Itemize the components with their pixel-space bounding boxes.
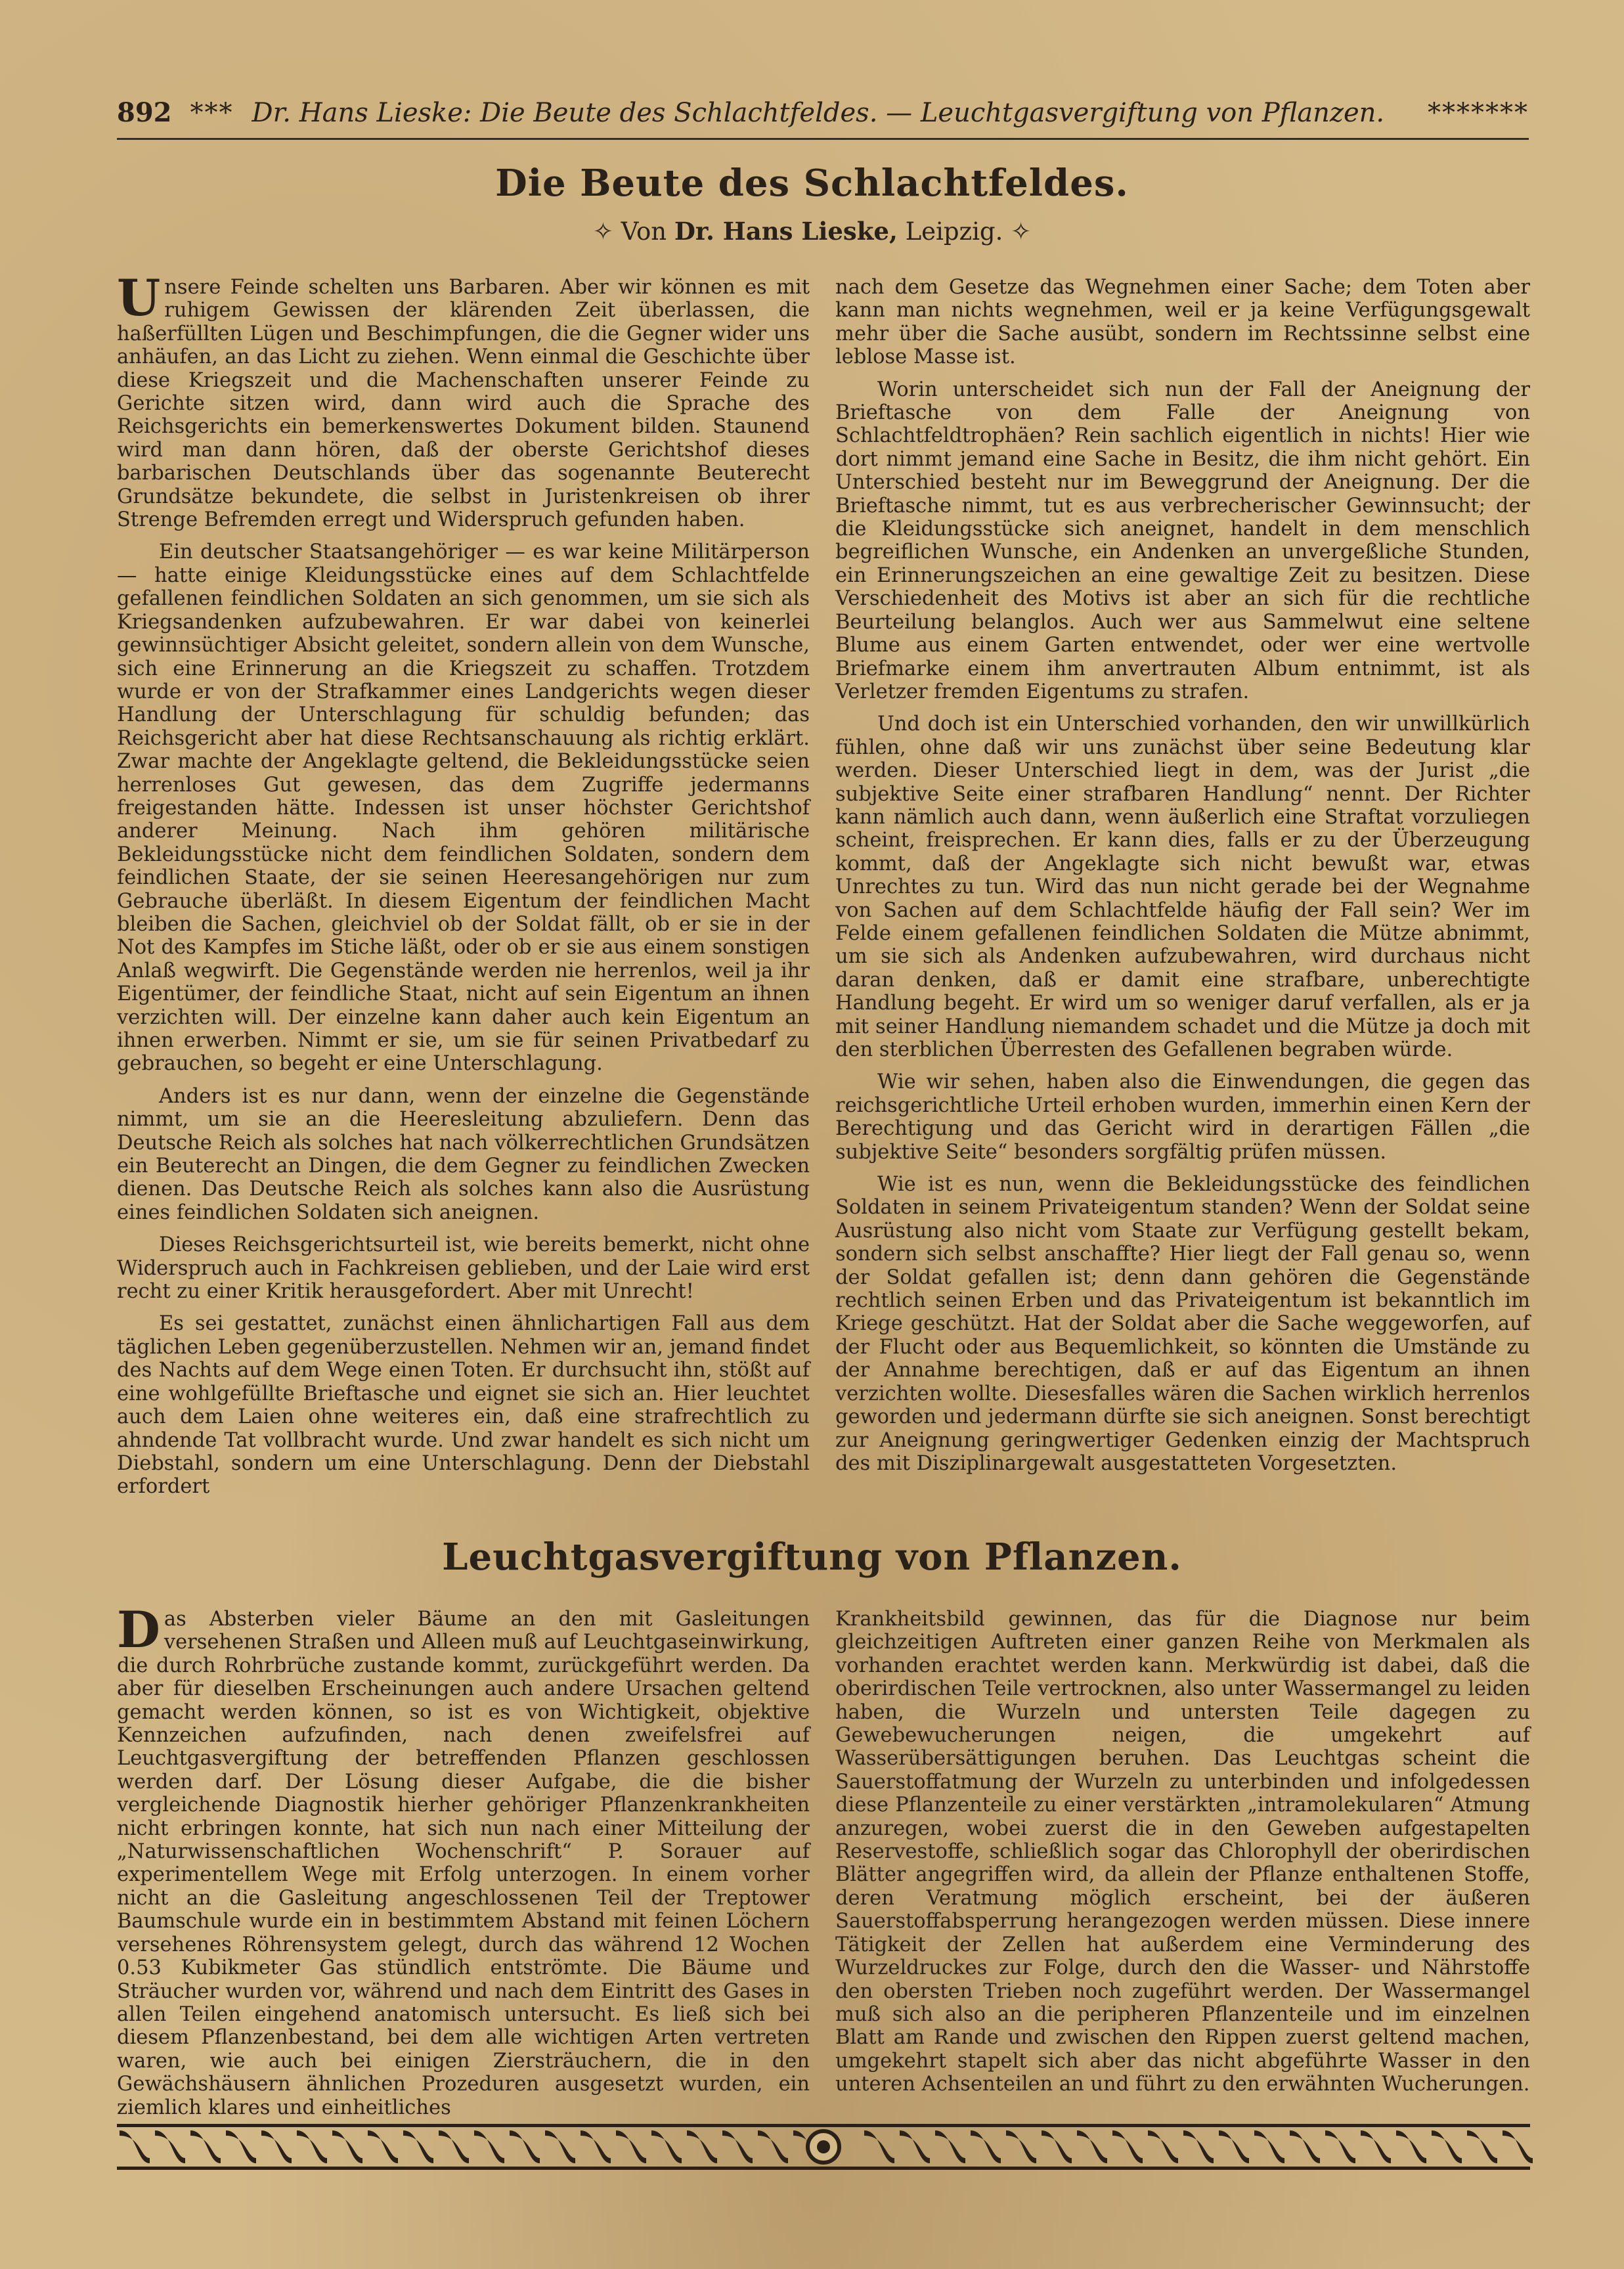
ornament-scroll	[1112, 2130, 1143, 2163]
paragraph: Anders ist es nur dann, wenn der einzelne die Gegenstände nimmt, um sie an die Heeresleitung abzuliefern. Denn das Deutsche Reich als solches hat nach völkerrechtlichen Grundsätzen ein Beuterecht an Dingen, die dem Gegner zu feindlichen Zwecken dienen. Das Deutsche Reich als solches kann also die Ausrüstung eines feindlichen Soldaten sich aneignen.	[117, 1084, 810, 1224]
article1-column-left	[117, 269, 810, 1499]
paragraph: Krankheitsbild gewinnen, das für die Diagnose nur beim gleichzeitigen Auftreten einer ganzen Reihe von Merkmalen als vorhanden erachtet werden kann. Merkwürdig ist dabei, daß die oberirdischen Teile vertrocknen, also unter Wassermangel zu leiden haben, die Wurzeln und untersten Teile dagegen zu Gewebewucherungen neigen, die umgekehrt auf Wasserübersättigungen beruhen. Das Leuchtgas scheint die Sauerstoffatmung der Wurzeln zu unterbinden und infolgedessen diese Pflanzenteile zu einer verstärkten „intramolekularen“ Atmung anzuregen, wobei zuerst die in den Geweben aufgestapelten Reservestoffe, schließlich sogar das Chlorophyll der oberirdischen Blätter angegriffen wird, da allein der Pflanze enthaltenen Stoffe, deren Veratmung möglich erscheint, bei der äußeren Sauerstoffabsperrung herangezogen werden müssen. Diese innere Tätigkeit der Zellen hat außerdem eine Verminderung des Wurzeldruckes zur Folge, durch den die Wasser- und Nährstoffe den obersten Trieben noch zugeführt werden. Der Wassermangel muß sich also an die peripheren Pflanzenteile und im einzelnen Blatt am Rande und zwischen den Rippen zuerst geltend machen, umgekehrt stapelt sich aber das nicht abgeführte Wasser in den unteren Achsenteilen an und führt zu den erwähnten Wucherungen.	[835, 1608, 1530, 2096]
article1-column-right	[835, 276, 1530, 1487]
ornament-scroll	[687, 2130, 717, 2163]
article2-column-right	[835, 1608, 1530, 2096]
ornament-scroll	[1432, 2130, 1462, 2163]
paragraph: Unsere Feinde schelten uns Barbaren. Aber wir können es mit ruhigem Gewissen der klärenden Zeit überlassen, die haßerfüllten Lügen und Beschimpfungen, die die Gegner wider uns anhäufen, an das Licht zu ziehen. Wenn einmal die Geschichte über diese Kriegszeit und die Machenschaften unserer Feinde zu Gerichte sitzen wird, dann wird auch die Sprache des Reichsgerichts ein bemerkenswertes Dokument bilden. Staunend wird man dann hören, daß der oberste Gerichtshof dieses barbarischen Deutschlands über das sogenannte Beuterecht Grundsätze bekundete, die selbst in Juristenkreisen ob ihrer Strenge Befremden erregt und Widerspruch gefunden haben.	[117, 269, 810, 532]
ornament-scroll	[1183, 2130, 1214, 2163]
paragraph: nach dem Gesetze das Wegnehmen einer Sache; dem Toten aber kann man nichts wegnehmen, weil er ja keine Verfügungsgewalt mehr über die Sache ausübt, sondern im Rechtssinne selbst eine leblose Masse ist.	[835, 276, 1530, 369]
ornament-scroll	[1290, 2130, 1320, 2163]
ornament-scroll	[651, 2130, 682, 2163]
ornament-scroll	[581, 2130, 611, 2163]
ornament-scroll	[1148, 2130, 1178, 2163]
ornament-scroll	[616, 2130, 646, 2163]
ornament-scroll	[120, 2130, 150, 2163]
header-rule	[117, 138, 1529, 140]
ornament-scroll	[864, 2130, 894, 2163]
ornament-scroll	[474, 2130, 504, 2163]
ornament-scroll	[758, 2130, 788, 2163]
running-header	[117, 97, 1529, 128]
paragraph: Dieses Reichsgerichtsurteil ist, wie bereits bemerkt, nicht ohne Widerspruch auch in Fachkreisen geblieben, und der Laie wird erst recht zu einer Kritik herausgefordert. Aber mit Unrecht!	[117, 1233, 810, 1304]
ornament-scroll	[332, 2130, 362, 2163]
ornament-scroll	[900, 2130, 930, 2163]
ornament-scroll	[1077, 2130, 1107, 2163]
paragraph: Ein deutscher Staatsangehöriger — es war keine Militärperson — hatte einige Kleidungsstücke eines auf dem Schlachtfelde gefallenen feindlichen Soldaten an sich genommen, um sie sich als Kriegsandenken aufzubewahren. Er war dabei von keinerlei gewinnsüchtiger Absicht geleitet, sondern allein von dem Wunsche, sich eine Erinnerung an die Kriegszeit zu schaffen. Trotzdem wurde er von der Strafkammer eines Landgerichts wegen dieser Handlung der Unterschlagung für schuldig befunden; das Reichsgericht aber hat diese Rechtsanschauung als richtig erklärt. Zwar machte der Angeklagte geltend, die Bekleidungsstücke seien herrenloses Gut gewesen, das dem Zugriffe jedermanns freigestanden hätte. Indessen ist unser höchster Gerichtshof anderer Meinung. Nach ihm gehören militärische Bekleidungsstücke nicht dem feindlichen Soldaten, sondern dem feindlichen Staate, der sie seinen Heeresangehörigen nur zum Gebrauche überläßt. In diesem Eigentum der feindlichen Macht bleiben die Sachen, gleichviel ob der Soldat fällt, ob er sie in der Not des Kampfes im Stiche läßt, oder ob er sie aus einem sonstigen Anlaß wegwirft. Die Gegenstände werden nie herrenlos, weil ja ihr Eigentümer, der feindliche Staat, nicht auf sein Eigentum an ihnen verzichten will. Der einzelne kann daher auch kein Eigentum an ihnen erwerben. Nimmt er sie, um sie für seinen Privatbedarf zu gebrauchen, so begeht er eine Unterschlagung.	[117, 540, 810, 1076]
paragraph: Und doch ist ein Unterschied vorhanden, den wir unwillkürlich fühlen, ohne daß wir uns zunächst über seine Bedeutung klar werden. Dieser Unterschied liegt in dem, was der Jurist „die subjektive Seite einer strafbaren Handlung“ nennt. Der Richter kann nämlich auch dann, wenn äußerlich eine Straftat vorzuliegen scheint, freisprechen. Er kann dies, falls er zu der Überzeugung kommt, daß der Angeklagte sich nicht bewußt war, etwas Unrechtes zu tun. Wird das nun nicht gerade bei der Wegnahme von Sachen auf dem Schlachtfelde häufig der Fall sein? Wer im Felde einem gefallenen feindlichen Soldaten die Mütze abnimmt, um sie sich als Andenken aufzubewahren, wird durchaus nicht daran denken, daß er damit eine strafbare, unberechtigte Handlung begeht. Er wird um so weniger daruf verfallen, als er ja mit seiner Handlung niemandem schadet und die Mütze ja doch mit den sterblichen Überresten des Gefallenen begraben würde.	[835, 713, 1530, 1061]
ornament-scroll	[297, 2130, 327, 2163]
ornament-scroll	[545, 2130, 575, 2163]
running-title: Dr. Hans Lieske: Die Beute des Schlachtfeldes. — Leuchtgasvergiftung von Pflanzen.	[252, 97, 1385, 128]
ornament-scroll	[1361, 2130, 1391, 2163]
ornament-scroll	[1467, 2130, 1497, 2163]
paragraph: Es sei gestattet, zunächst einen ähnlichartigen Fall aus dem täglichen Leben gegenüberzustellen. Nehmen wir an, jemand findet des Nachts auf dem Wege einen Toten. Er durchsucht ihn, stößt auf eine wohlgefüllte Brieftasche und eignet sie sich an. Hier leuchtet auch dem Laien ohne weiteres ein, daß eine strafrechtlich zu ahndende Tat vollbracht wurde. Und zwar handelt es sich nicht um Diebstahl, sondern um eine Unterschlagung. Denn der Diebstahl erfordert	[117, 1312, 810, 1499]
ornament-scroll	[403, 2130, 433, 2163]
page-number: 892	[117, 97, 172, 128]
ornament-scroll	[971, 2130, 1001, 2163]
drop-cap: D	[117, 1600, 160, 1659]
ornamental-border	[117, 2123, 1530, 2171]
ornament-scroll	[1006, 2130, 1036, 2163]
ornament-scroll	[190, 2130, 221, 2163]
ornament-scroll	[1042, 2130, 1072, 2163]
ornament-scroll	[368, 2130, 398, 2163]
header-stars-left: ***	[190, 97, 234, 128]
drop-cap: U	[117, 269, 161, 327]
ornament-scroll	[935, 2130, 965, 2163]
article-title-leuchtgas: Leuchtgasvergiftung von Pflanzen.	[442, 1535, 1182, 1579]
ornament-scroll	[1396, 2130, 1426, 2163]
article2-column-left	[117, 1600, 810, 2119]
byline	[0, 217, 1624, 246]
paragraph: Das Absterben vieler Bäume an den mit Gasleitungen versehenen Straßen und Alleen muß auf Leuchtgaseinwirkung, die durch Rohrbrüche zustande kommt, zurückgeführt werden. Da aber für dieselben Erscheinungen auch andere Ursachen geltend gemacht werden können, so ist es von Wichtigkeit, objektive Kennzeichen aufzufinden, nach denen zweifelsfrei auf Leuchtgasvergiftung der betreffenden Pflanzen geschlossen werden darf. Der Lösung dieser Aufgabe, die die bisher vergleichende Diagnostik hierher gehöriger Pflanzenkrankheiten nicht erbringen konnte, hat sich nun nach einer Mitteilung der „Naturwissenschaftlichen Wochenschrift“ P. Sorauer auf experimentellem Wege mit Erfolg unterzogen. In einem vorher nicht an die Gasleitung angeschlossenen Teil der Treptower Baumschule wurde ein in bestimmtem Abstand mit feinen Löchern versehenes Röhrensystem gelegt, durch das während 12 Wochen 0.53 Kubikmeter Gas stündlich entströmte. Die Bäume und Sträucher wurden vor, während und nach dem Eintritt des Gases in allen Teilen eingehend anatomisch untersucht. Es ließ sich bei diesem Pflanzenbestand, bei dem alle wichtigen Arten vertreten waren, wie auch bei einigen Ziersträuchern, die in den Gewächshäusern ähnlichen Prozeduren ausgesetzt wurden, ein ziemlich klares und einheitliches	[117, 1600, 810, 2119]
paragraph: Worin unterscheidet sich nun der Fall der Aneignung der Brieftasche von dem Falle der Aneignung von Schlachtfeldtrophäen? Rein sachlich eigentlich in nichts! Hier wie dort nimmt jemand eine Sache in Besitz, die ihm nicht gehört. Ein Unterschied besteht nur im Beweggrund der Aneignung. Der die Brieftasche nimmt, tut es aus verbrecherischer Gewinnsucht; der die Kleidungsstücke sich aneignet, handelt in dem menschlich begreiflichen Wunsche, ein Andenken an unvergeßliche Stunden, ein Erinnerungszeichen an eine gewaltige Zeit zu besitzen. Diese Verschiedenheit des Motivs ist aber an sich für die rechtliche Beurteilung belanglos. Auch wer aus Sammelwut eine seltene Blume aus einem Garten entwendet, oder wer eine wertvolle Briefmarke einem ihm anvertrauten Album entnimmt, ist als Verletzer fremden Eigentums zu strafen.	[835, 378, 1530, 703]
ornament-scroll	[510, 2130, 540, 2163]
byline-prefix: ✧ Von	[592, 217, 667, 246]
header-stars-right: *******	[1428, 97, 1529, 128]
ornament-scroll	[1503, 2130, 1533, 2163]
ornament-scroll	[722, 2130, 753, 2163]
author-place: Leipzig. ✧	[905, 217, 1032, 246]
ornament-scroll	[226, 2130, 256, 2163]
ornament-scroll	[1325, 2130, 1355, 2163]
paragraph: Wie wir sehen, haben also die Einwendungen, die gegen das reichsgerichtliche Urteil erhoben wurden, immerhin einen Kern der Berechtigung und das Gericht wird in derartigen Fällen „die subjektive Seite“ besonders sorgfältig prüfen müssen.	[835, 1070, 1530, 1164]
ornament-scroll	[1219, 2130, 1249, 2163]
ornament-scroll	[261, 2130, 292, 2163]
author-name: Dr. Hans Lieske,	[674, 217, 898, 246]
article-title-beute: Die Beute des Schlachtfeldes.	[495, 162, 1129, 205]
paragraph: Wie ist es nun, wenn die Bekleidungsstücke des feindlichen Soldaten in seinem Privateigentum standen? Wenn der Soldat seine Ausrüstung also nicht vom Staate zur Verfügung gestellt bekam, sondern sich selbst anschaffte? Hier liegt der Fall genau so, wenn der Soldat gefallen ist; denn dann gehören die Gegenstände rechtlich seinen Erben und das Privateigentum ist bekanntlich im Kriege geschützt. Hat der Soldat aber die Sache weggeworfen, auf der Flucht oder aus Bequemlichkeit, so könnten die Umstände zu der Annahme berechtigen, daß er auf das Eigentum an ihnen verzichten wollte. Diesesfalles wären die Sachen wirklich herrenlos geworden und jedermann dürfte sie sich aneignen. Sonst berechtigt zur Aneignung geringwertiger Gedenken einzig der Machtspruch des mit Disziplinargewalt ausgestatteten Vorgesetzten.	[835, 1173, 1530, 1475]
ornament-scroll	[1254, 2130, 1284, 2163]
ornament-scroll	[155, 2130, 185, 2163]
ornament-scroll	[439, 2130, 469, 2163]
